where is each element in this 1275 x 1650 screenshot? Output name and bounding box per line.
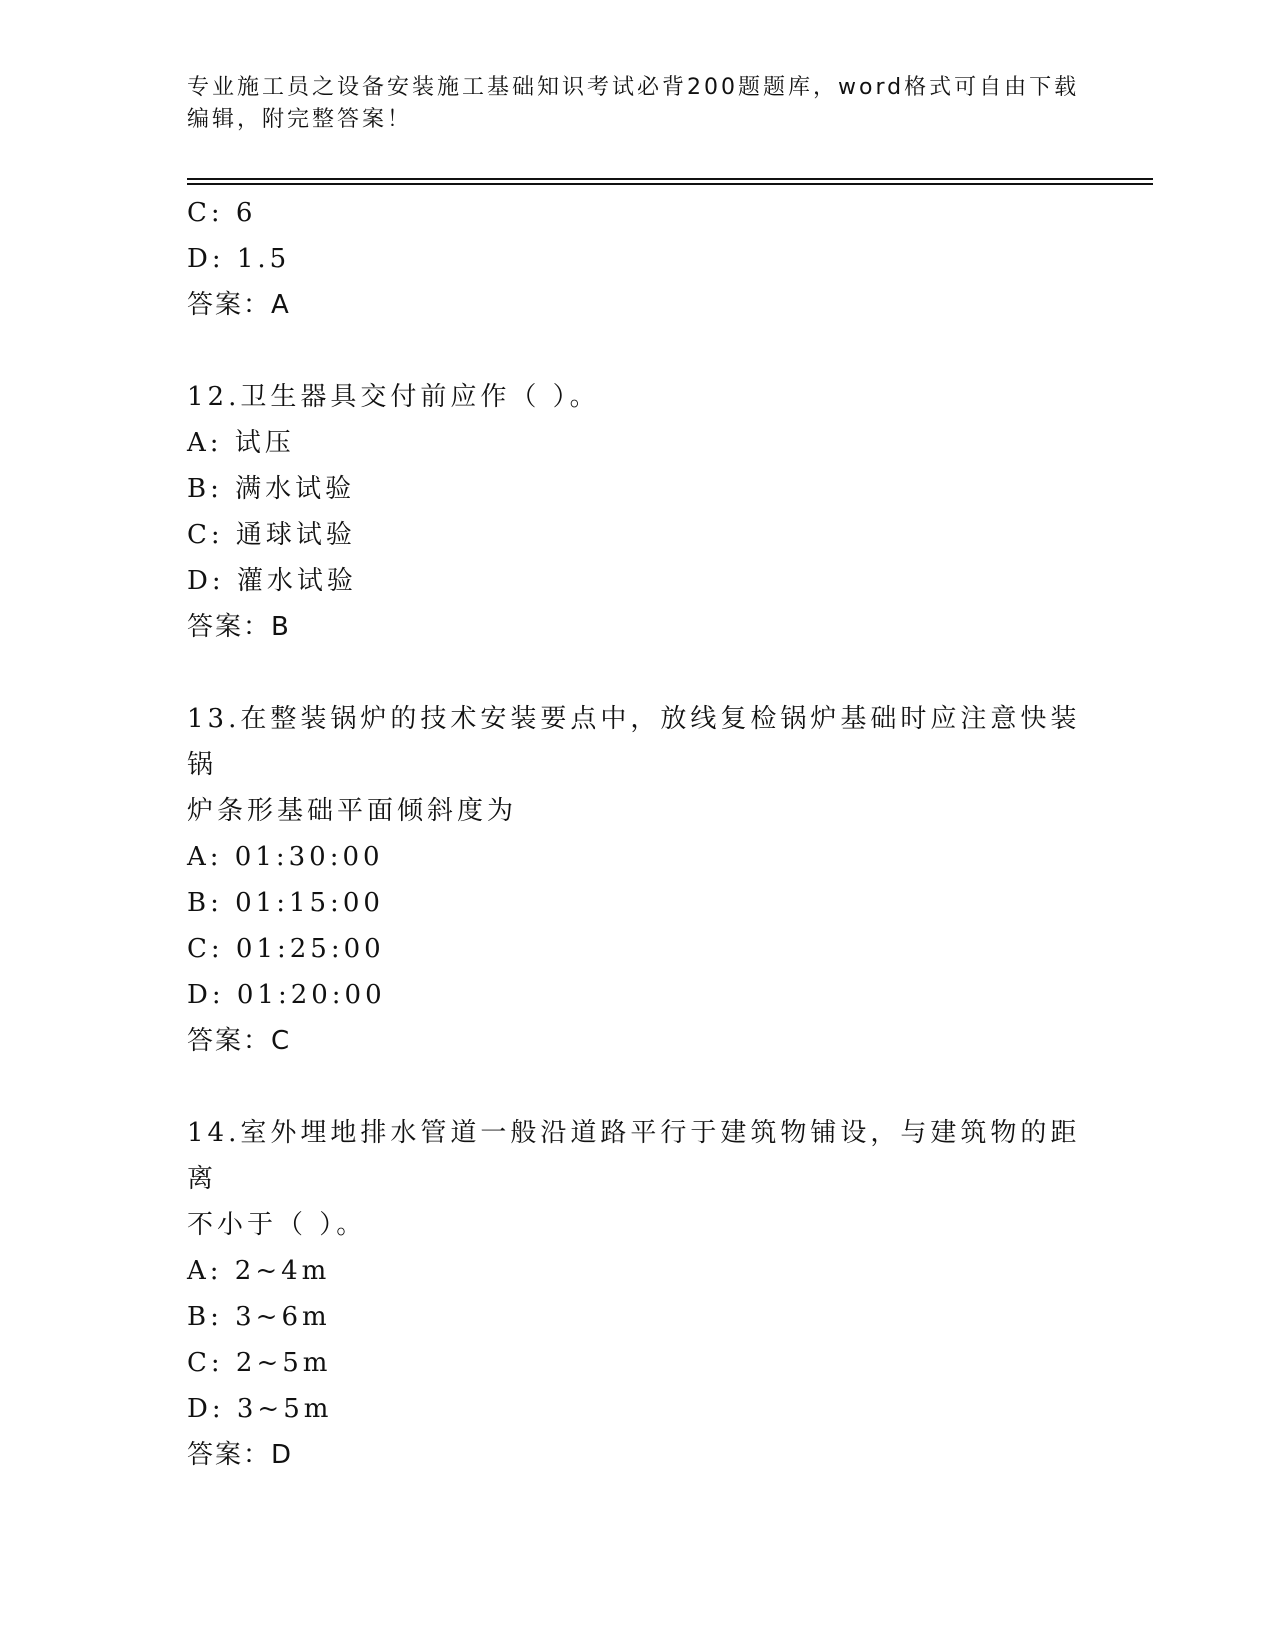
question-stem-line-2: 炉条形基础平面倾斜度为 — [187, 796, 518, 826]
answer-line: 答案：D — [187, 1440, 294, 1470]
question-stem-line-1: 14.室外埋地排水管道一般沿道路平行于建筑物铺设，与建筑物的距离 — [187, 1118, 1081, 1194]
answer-line: 答案：B — [187, 612, 291, 642]
option-d: D: 灌水试验 — [187, 566, 357, 596]
option-b: B: 3~6m — [187, 1302, 331, 1332]
option-a: A: 试压 — [187, 428, 295, 458]
answer-line: 答案：C — [187, 1026, 292, 1056]
option-b: B: 01:15:00 — [187, 888, 384, 918]
option-d: D: 3~5m — [187, 1394, 333, 1424]
header-line-2: 编辑，附完整答案！ — [187, 107, 413, 132]
option-c: C: 通球试验 — [187, 520, 356, 550]
option-c: C: 01:25:00 — [187, 934, 385, 964]
question-stem-line-2: 不小于（ ）。 — [187, 1210, 367, 1240]
spacer — [187, 1064, 1087, 1110]
document-header — [187, 72, 1087, 136]
question-stem: 12.卫生器具交付前应作（ ）。 — [187, 382, 600, 412]
prev-question-block — [187, 190, 1087, 328]
spacer — [187, 650, 1087, 696]
header-divider-bottom — [187, 183, 1153, 185]
option-b: B: 满水试验 — [187, 474, 356, 504]
question-list — [187, 190, 1087, 1478]
option-d: D: 1.5 — [187, 244, 291, 274]
question-14 — [187, 1110, 1087, 1478]
question-13 — [187, 696, 1087, 1064]
header-divider-top — [187, 178, 1153, 180]
question-12 — [187, 374, 1087, 650]
option-a: A: 01:30:00 — [187, 842, 384, 872]
option-d: D: 01:20:00 — [187, 980, 386, 1010]
question-stem-line-1: 13.在整装锅炉的技术安装要点中，放线复检锅炉基础时应注意快装锅 — [187, 704, 1081, 780]
option-a: A: 2~4m — [187, 1256, 331, 1286]
header-line-1: 专业施工员之设备安装施工基础知识考试必背200题题库，word格式可自由下载 — [187, 75, 1080, 100]
option-c: C: 2~5m — [187, 1348, 332, 1378]
option-c: C: 6 — [187, 198, 257, 228]
answer-line: 答案：A — [187, 290, 291, 320]
spacer — [187, 328, 1087, 374]
